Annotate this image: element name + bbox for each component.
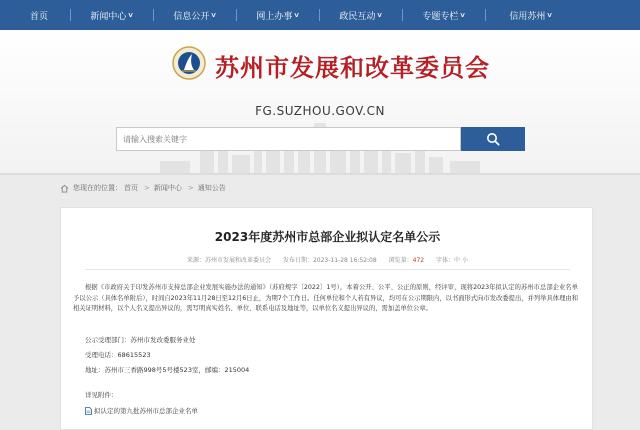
chevron-down-icon: ∨	[293, 11, 301, 19]
nav-label: 新闻中心	[90, 11, 127, 22]
meta-views-value: 472	[412, 257, 425, 264]
breadcrumb-prefix: 您现在的位置：	[73, 184, 122, 192]
search-input[interactable]	[116, 127, 461, 151]
document-icon	[85, 407, 92, 415]
chevron-down-icon: ∨	[210, 11, 218, 19]
font-small-button[interactable]: 小	[461, 257, 468, 264]
attachment-link[interactable]	[85, 406, 198, 415]
site-header	[0, 30, 640, 175]
meta-date-label: 发布日期：	[282, 257, 313, 264]
font-medium-button[interactable]: 中	[454, 257, 461, 264]
home-icon	[60, 184, 69, 193]
chevron-down-icon: ∨	[546, 11, 554, 19]
nav-item-topics[interactable]	[403, 0, 485, 30]
meta-source-label: 来源：	[187, 257, 206, 264]
title-divider	[85, 269, 570, 270]
nav-label: 专题专栏	[422, 11, 459, 22]
article-meta	[61, 255, 594, 264]
meta-source	[187, 257, 271, 264]
breadcrumb-notices[interactable]: 通知公告	[197, 184, 226, 192]
breadcrumb	[60, 183, 228, 193]
nav-item-home[interactable]	[0, 0, 70, 30]
search-icon	[486, 132, 500, 146]
chevron-down-icon: ∨	[376, 11, 384, 19]
meta-source-value: 苏州市发展和改革委员会	[205, 257, 272, 264]
nav-item-news[interactable]	[71, 0, 153, 30]
meta-font-size	[436, 257, 468, 264]
nav-item-interaction[interactable]	[320, 0, 402, 30]
article-title: 2023年度苏州市总部企业拟认定名单公示	[214, 230, 441, 244]
chevron-down-icon: ∨	[127, 11, 135, 19]
article-body: 根据《市政府关于印发苏州市支持总部企业发展实施办法的通知》（苏府规字〔2022〕1号），本着公开、公平、公正的原则，经评审，现将2023年拟认定的苏州市总部企业名单予以公示（具体名单附后），时间自2023年11月28日至12月6日止，为期7个工作日。任何单位和个人若有异议，均可在公示期限内，以书面形式向市发改委提出，并列举具体理由和相关证明材料，以个人名义提出异议的，需写明真实姓名、单位、联系电话及地址等，以单位名义提出异议的，需加盖单位公章。	[73, 284, 578, 312]
meta-views-label: 浏览量：	[388, 257, 413, 264]
breadcrumb-separator: >	[144, 184, 150, 192]
nav-label: 首页	[29, 11, 48, 22]
article-card	[60, 207, 593, 430]
attachment-label: 拟认定的第九批苏州市总部企业名单	[94, 407, 198, 415]
attachments-label: 详见附件：	[85, 391, 118, 399]
breadcrumb-separator: >	[187, 184, 194, 192]
accept-address: 地址：苏州市三香路998号5号楼523室，邮编：215004	[85, 366, 250, 374]
accept-dept: 公示受理部门：苏州市发改委服务业处	[85, 336, 196, 344]
breadcrumb-home[interactable]: 首页	[124, 184, 138, 192]
emblem-logo	[172, 46, 206, 80]
nav-label: 网上办事	[256, 11, 293, 22]
nav-label: 信息公开	[173, 11, 210, 22]
meta-date	[283, 257, 377, 264]
chevron-down-icon: ∨	[459, 11, 467, 19]
search-button[interactable]	[461, 127, 525, 151]
breadcrumb-news[interactable]: 新闻中心	[153, 184, 182, 192]
site-title: 苏州市发展和改革委员会	[215, 53, 490, 82]
meta-date-value: 2023-11-28 16:52:08	[312, 257, 377, 264]
nav-item-info[interactable]	[154, 0, 236, 30]
nav-item-services[interactable]	[237, 0, 319, 30]
meta-views	[389, 257, 424, 264]
nav-item-credit[interactable]	[486, 0, 576, 30]
meta-font-label: 字体：	[436, 257, 455, 264]
site-domain: FG.SUZHOU.GOV.CN	[255, 104, 385, 118]
accept-phone: 受理电话：68615523	[85, 351, 151, 359]
nav-label: 政民互动	[339, 11, 376, 22]
nav-label: 信用苏州	[509, 11, 546, 22]
top-nav	[0, 0, 640, 30]
